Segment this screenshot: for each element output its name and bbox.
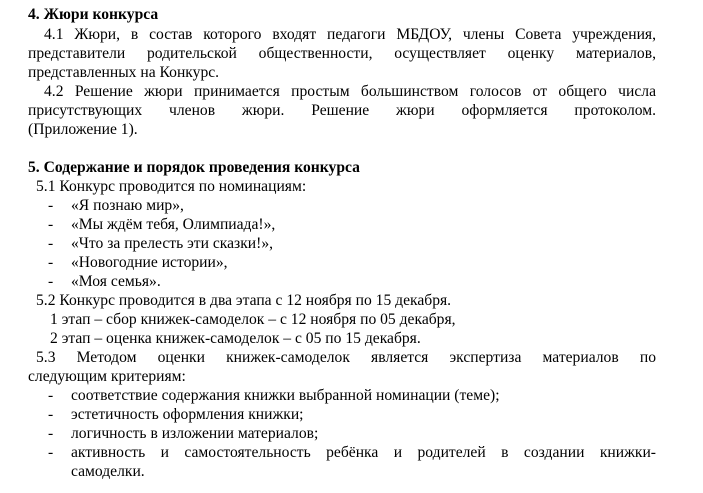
list-item: логичность в изложении материалов; xyxy=(71,425,319,442)
list-bullet: - xyxy=(48,425,54,442)
section-4-1-line-2: представители родительской общественности, осуществляет оценку материалов, xyxy=(28,45,656,62)
section-5-heading: 5. Содержание и порядок проведения конкурса xyxy=(28,159,360,176)
list-item: «Что за прелесть эти сказки!», xyxy=(71,235,274,252)
list-bullet: - xyxy=(48,254,54,271)
list-bullet: - xyxy=(48,444,54,461)
list-item-continuation: самоделки. xyxy=(71,463,145,480)
section-4-2-line-1: 4.2 Решение жюри принимается простым большинством голосов от общего числа xyxy=(44,83,656,100)
list-bullet: - xyxy=(48,216,54,233)
section-5-3-line-2: следующим критериям: xyxy=(28,368,186,385)
section-4-2-line-2: присутствующих членов жюри. Решение жюри оформляется протоколом. xyxy=(28,102,656,119)
list-item: «Новогодние истории», xyxy=(71,254,228,271)
section-5-3-line-1: 5.3 Методом оценки книжек-самоделок является экспертиза материалов по xyxy=(36,349,656,366)
list-item: «Мы ждём тебя, Олимпиада!», xyxy=(71,216,276,233)
list-item: эстетичность оформления книжки; xyxy=(71,406,304,423)
list-item: «Я познаю мир», xyxy=(71,197,184,214)
list-bullet: - xyxy=(48,273,54,290)
list-bullet: - xyxy=(48,387,54,404)
section-4-heading: 4. Жюри конкурса xyxy=(28,6,159,23)
list-bullet: - xyxy=(48,406,54,423)
stage-1-text: 1 этап – сбор книжек-самоделок – с 12 ноября по 05 декабря, xyxy=(50,311,456,328)
stage-2-text: 2 этап – оценка книжек-самоделок – с 05 по 15 декабря. xyxy=(50,330,421,347)
section-5-1-text: 5.1 Конкурс проводится по номинациям: xyxy=(36,178,307,195)
list-bullet: - xyxy=(48,197,54,214)
list-item: соответствие содержания книжки выбранной номинации (теме); xyxy=(71,387,500,404)
list-item: «Моя семья». xyxy=(71,273,161,290)
list-item: активность и самостоятельность ребёнка и родителей в создании книжки- xyxy=(71,444,656,461)
section-4-1-line-3: представленных на Конкурс. xyxy=(28,64,220,81)
section-4-1-line-1: 4.1 Жюри, в состав которого входят педагоги МБДОУ, члены Совета учреждения, xyxy=(44,26,656,43)
list-bullet: - xyxy=(48,235,54,252)
section-4-2-line-3: (Приложение 1). xyxy=(28,121,138,138)
section-5-2-text: 5.2 Конкурс проводится в два этапа с 12 ноября по 15 декабря. xyxy=(36,292,452,309)
